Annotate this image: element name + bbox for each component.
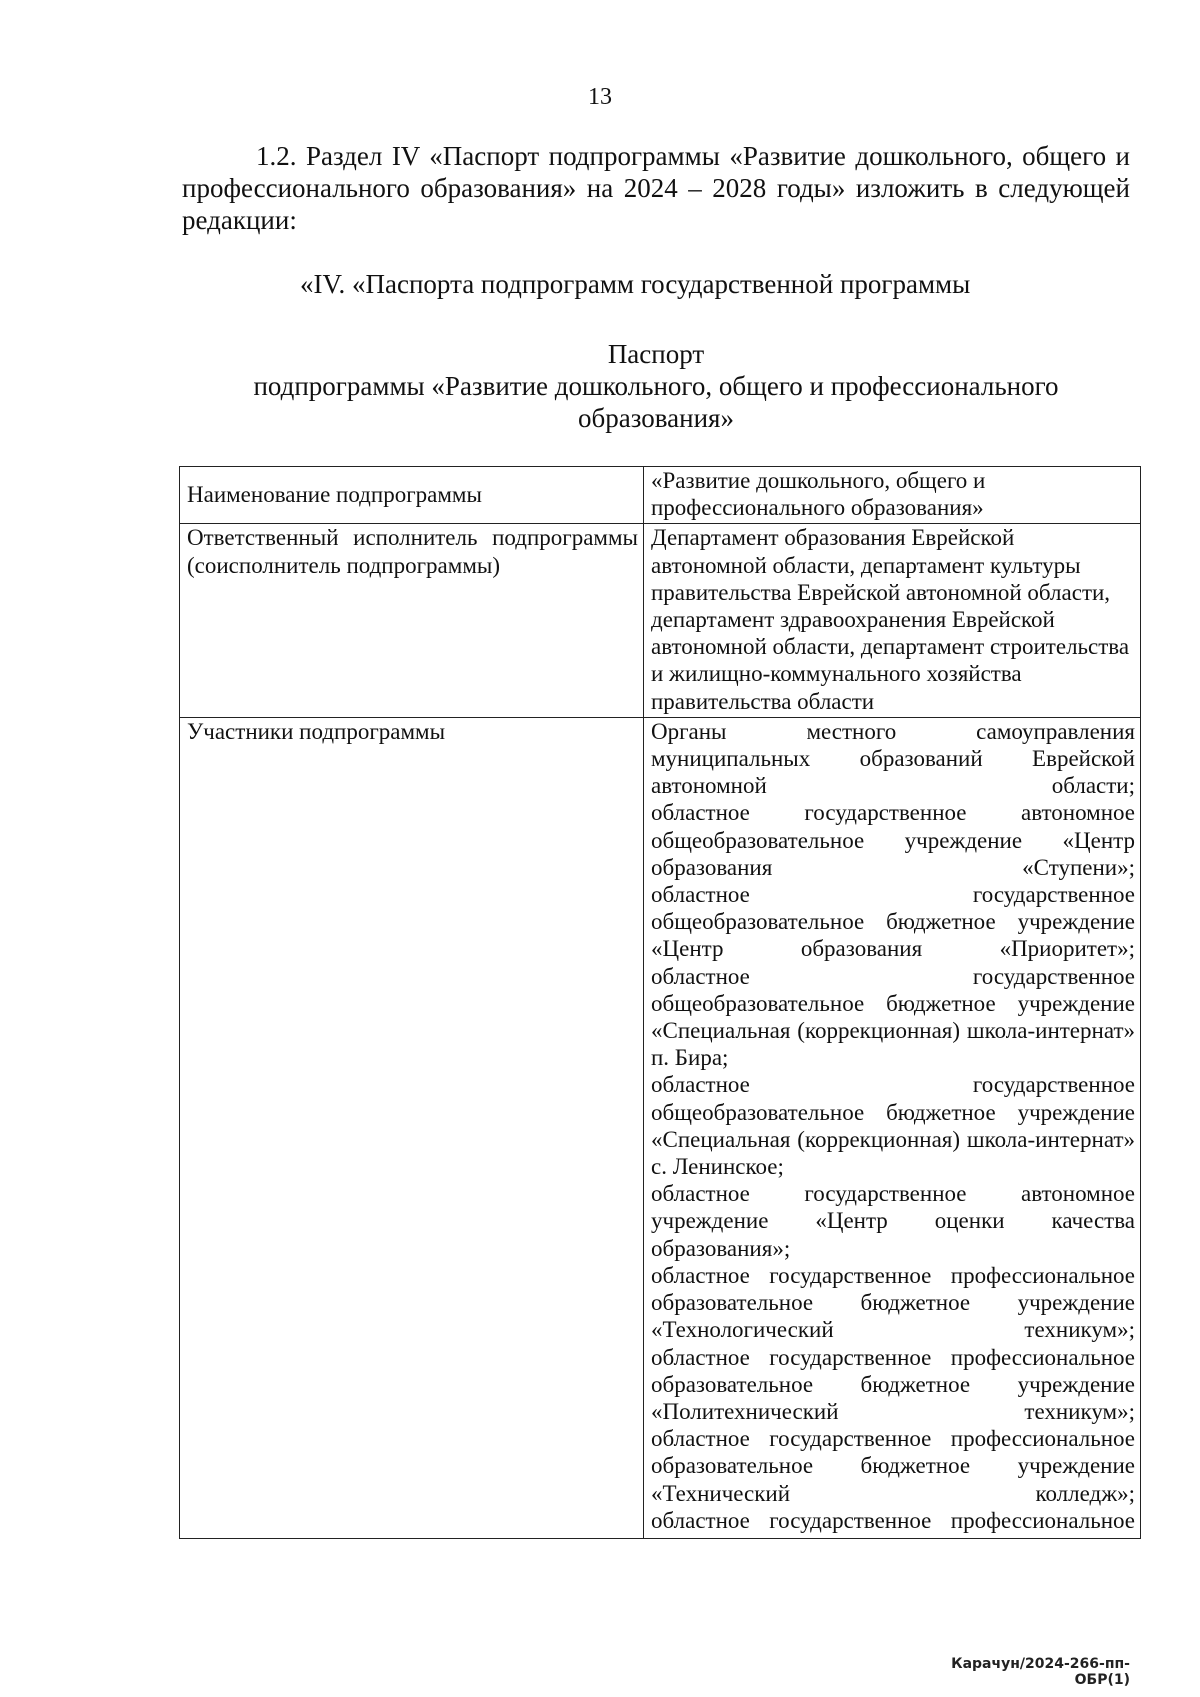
table-row-participants — [180, 717, 1141, 1538]
table-row-executor — [180, 524, 1141, 717]
participant-item: областное государственное профессиональное образовательное бюджетное учреждение «Политехнический техникум»; — [651, 1344, 1135, 1424]
row-value: «Развитие дошкольного, общего и профессионального образования» — [644, 467, 1141, 524]
section-heading: «IV. «Паспорта подпрограмм государственной программы — [300, 269, 971, 299]
row-value: Департамент образования Еврейской автономной области, департамент культуры правительства Еврейской автономной области, департамент здравоохранения Еврейской автономной области, департамент строительства и жилищно-коммунального хозяйства правительства области — [644, 524, 1141, 717]
participants-cell — [644, 717, 1141, 1538]
passport-table — [179, 466, 1141, 1539]
row-label: Ответственный исполнитель подпрограммы (соисполнитель подпрограммы) — [180, 524, 644, 717]
participant-item: областное государственное профессиональное образовательное бюджетное учреждение «Технологический техникум»; — [651, 1262, 1135, 1343]
participant-item: с. Ленинское; — [651, 1154, 784, 1180]
footer-document-code: Карачун/2024-266-пп-ОБР(1) — [951, 1656, 1130, 1688]
table-row-name — [180, 467, 1141, 524]
page-number: 13 — [588, 84, 612, 110]
row-label: Наименование подпрограммы — [180, 467, 644, 524]
intro-paragraph: 1.2. Раздел IV «Паспорт подпрограммы «Развитие дошкольного, общего и профессионального образования» на 2024 – 2028 годы» изложить в следующей редакции: — [182, 141, 1130, 235]
row-label: Участники подпрограммы — [180, 717, 644, 1538]
participant-item: п. Бира; — [651, 1045, 729, 1071]
participant-item: Органы местного самоуправления муниципальных образований Еврейской автономной области; — [651, 718, 1135, 799]
passport-title: Паспорт — [607, 339, 705, 369]
participant-item: областное государственное общеобразовательное бюджетное учреждение «Центр образования «Приоритет»; — [651, 882, 1135, 962]
participant-item: областное государственное профессиональное — [651, 1507, 1135, 1533]
participant-item: областное государственное автономное учреждение «Центр оценки качества образования»; — [651, 1181, 1135, 1261]
participant-item: областное государственное автономное общеобразовательное учреждение «Центр образования «Ступени»; — [651, 800, 1135, 880]
participant-item: областное государственное профессиональное образовательное бюджетное учреждение «Технический колледж»; — [651, 1426, 1135, 1506]
participant-item: областное государственное общеобразовательное бюджетное учреждение «Специальная (коррекционная) школа-интернат» — [651, 1072, 1135, 1152]
passport-subtitle: подпрограммы «Развитие дошкольного, общего и профессионального образования» — [253, 371, 1059, 433]
participant-item: областное государственное общеобразовательное бюджетное учреждение «Специальная (коррекционная) школа-интернат» — [651, 963, 1135, 1044]
